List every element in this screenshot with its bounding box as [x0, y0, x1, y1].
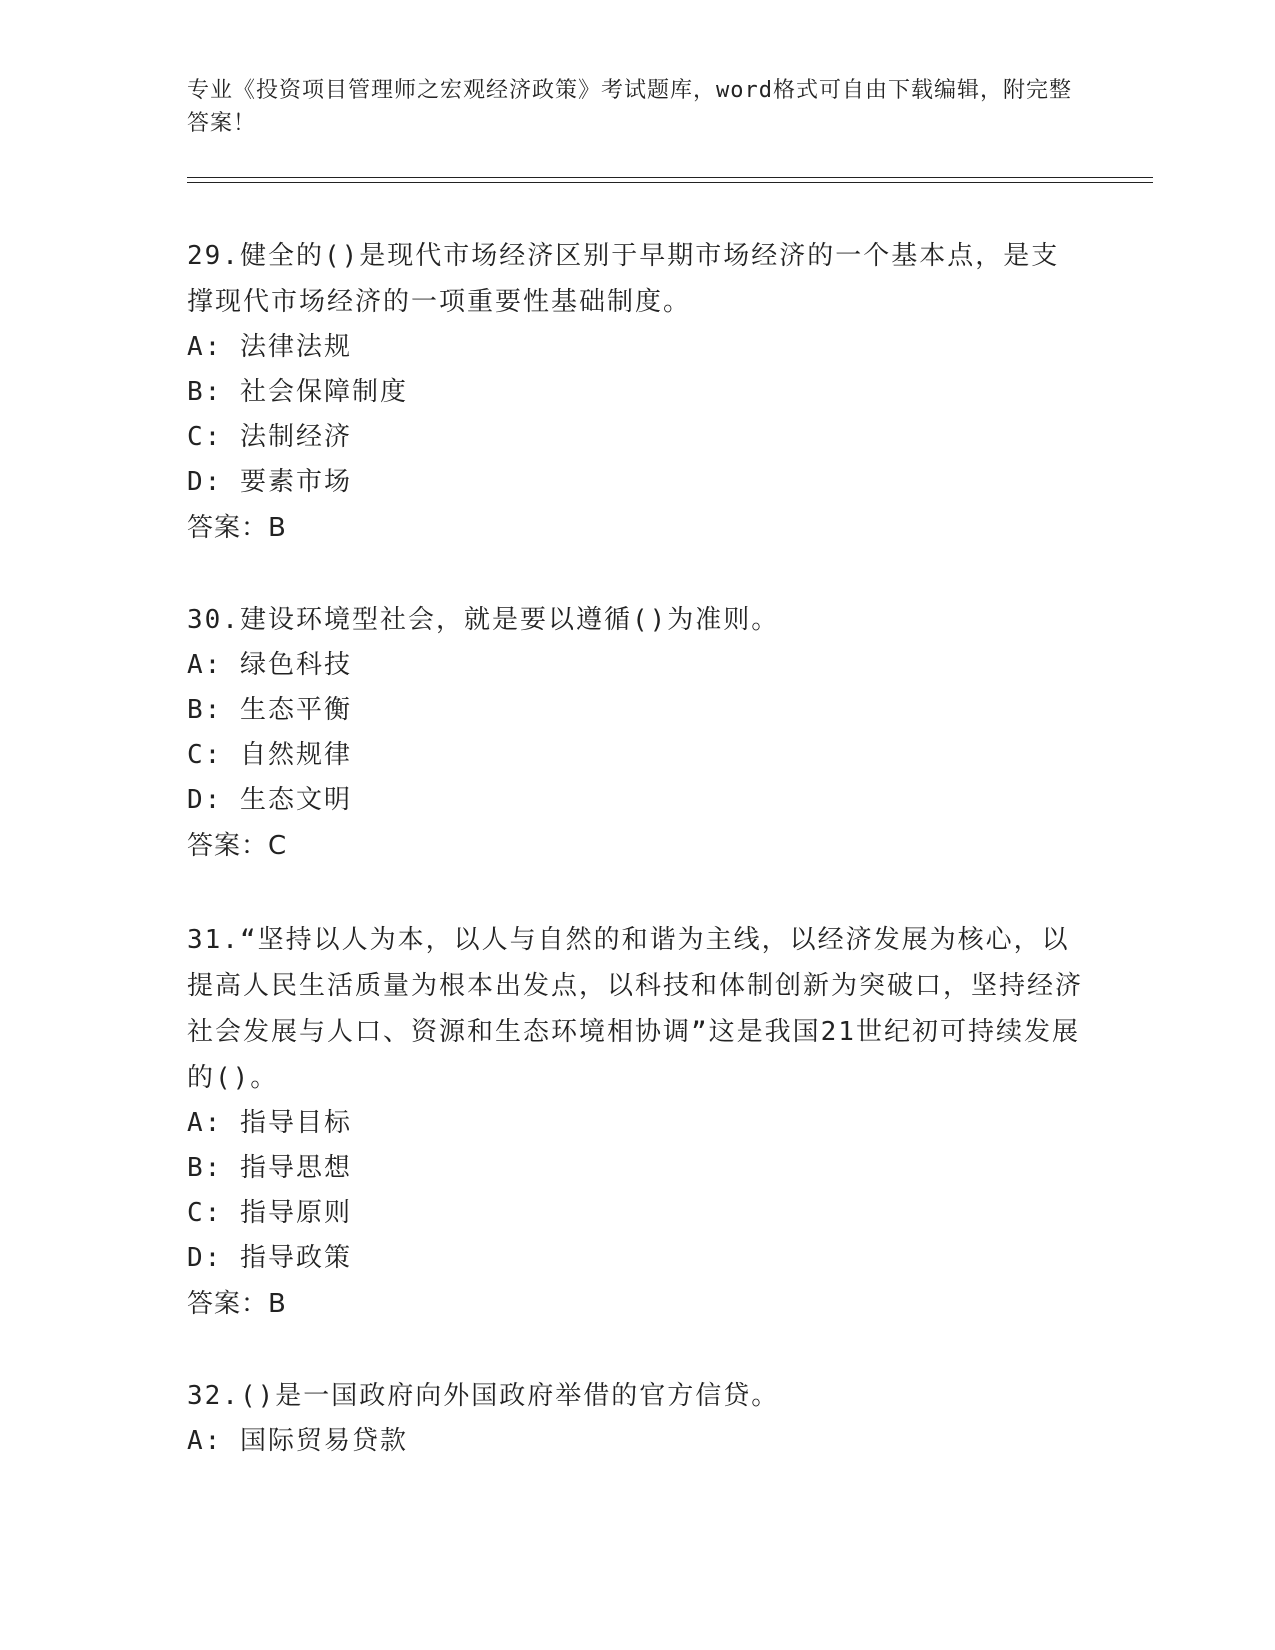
answer: 答案：C [187, 831, 288, 861]
question-stem: 29.健全的()是现代市场经济区别于早期市场经济的一个基本点，是支撑现代市场经济的一项重要性基础制度。 [187, 241, 1060, 317]
question-30 [187, 597, 1087, 869]
option-c: C: 法制经济 [187, 422, 352, 452]
option-a: A: 国际贸易贷款 [187, 1426, 408, 1456]
option-d: D: 要素市场 [187, 467, 352, 497]
option-b: B: 指导思想 [187, 1153, 352, 1183]
question-stem: 32.()是一国政府向外国政府举借的官方信贷。 [187, 1381, 780, 1411]
option-a: A: 法律法规 [187, 332, 352, 362]
option-a: A: 绿色科技 [187, 650, 352, 680]
option-c: C: 自然规律 [187, 740, 352, 770]
question-stem: 30.建设环境型社会，就是要以遵循()为准则。 [187, 605, 780, 635]
question-31 [187, 917, 1087, 1327]
header-divider-bottom [187, 182, 1153, 183]
option-b: B: 社会保障制度 [187, 377, 408, 407]
answer: 答案：B [187, 513, 287, 543]
option-d: D: 生态文明 [187, 785, 352, 815]
header-divider-top [187, 177, 1153, 178]
question-29 [187, 233, 1087, 551]
option-d: D: 指导政策 [187, 1243, 352, 1273]
document-header: 专业《投资项目管理师之宏观经济政策》考试题库，word格式可自由下载编辑，附完整答案！ [187, 78, 1072, 136]
option-b: B: 生态平衡 [187, 695, 352, 725]
option-a: A: 指导目标 [187, 1108, 352, 1138]
answer: 答案：B [187, 1289, 287, 1319]
question-stem: 31.“坚持以人为本，以人与自然的和谐为主线，以经济发展为核心，以提高人民生活质量为根本出发点，以科技和体制创新为突破口，坚持经济社会发展与人口、资源和生态环境相协调”这是我国21世纪初可持续发展的()。 [187, 925, 1084, 1093]
question-32 [187, 1373, 1087, 1464]
option-c: C: 指导原则 [187, 1198, 352, 1228]
